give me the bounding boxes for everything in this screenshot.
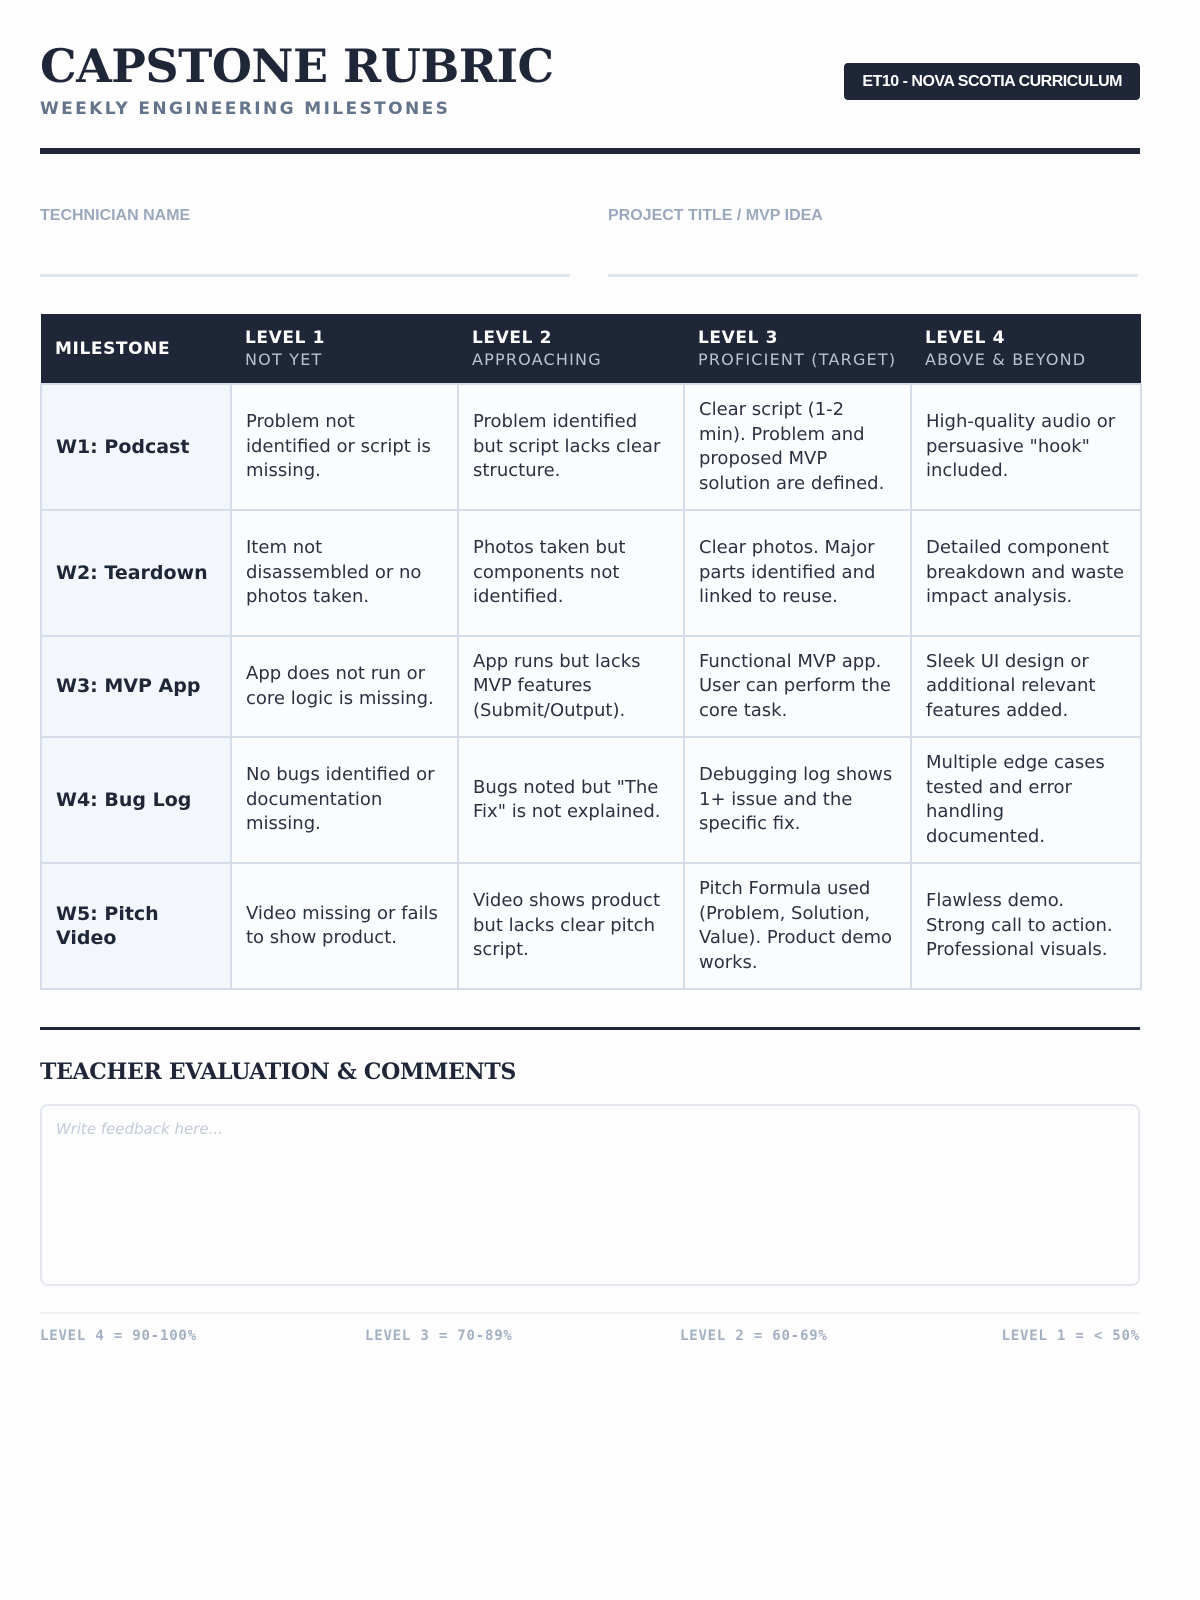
- project-title-label: PROJECT TITLE / MVP IDEA: [608, 207, 823, 224]
- criteria-cell: Video missing or fails to show product.: [231, 863, 458, 989]
- milestone-cell: W5: Pitch Video: [41, 863, 231, 989]
- criteria-cell: App does not run or core logic is missing.: [231, 636, 458, 737]
- milestone-cell: W1: Podcast: [41, 384, 231, 510]
- technician-name-label: TECHNICIAN NAME: [40, 207, 191, 224]
- criteria-cell: Photos taken but components not identified.: [458, 510, 684, 636]
- evaluation-title: TEACHER EVALUATION & COMMENTS: [40, 1059, 516, 1085]
- criteria-cell: High-quality audio or persuasive "hook" included.: [911, 384, 1141, 510]
- criteria-cell: Flawless demo. Strong call to action. Professional visuals.: [911, 863, 1141, 989]
- criteria-cell: Problem not identified or script is missing.: [231, 384, 458, 510]
- scale-level-2: LEVEL 2 = 60-69%: [680, 1328, 828, 1344]
- level-label: LEVEL 3: [698, 328, 778, 348]
- header: [40, 0, 1140, 154]
- criteria-cell: Item not disassembled or no photos taken.: [231, 510, 458, 636]
- criteria-cell: Multiple edge cases tested and error handling documented.: [911, 737, 1141, 863]
- rubric-header-row: [41, 314, 1141, 384]
- criteria-cell: Sleek UI design or additional relevant features added.: [911, 636, 1141, 737]
- criteria-cell: Problem identified but script lacks clear structure.: [458, 384, 684, 510]
- page-subtitle: WEEKLY ENGINEERING MILESTONES: [40, 99, 451, 119]
- table-row: [41, 510, 1141, 636]
- criteria-cell: Debugging log shows 1+ issue and the specific fix.: [684, 737, 911, 863]
- table-row: [41, 863, 1141, 989]
- student-info-fields: [40, 205, 1140, 277]
- milestone-cell: W2: Teardown: [41, 510, 231, 636]
- evaluation-divider: [40, 1027, 1140, 1030]
- scale-level-4: LEVEL 4 = 90-100%: [40, 1328, 197, 1344]
- milestone-cell: W3: MVP App: [41, 636, 231, 737]
- criteria-cell: Video shows product but lacks clear pitch script.: [458, 863, 684, 989]
- milestone-column-header: [41, 314, 231, 384]
- criteria-cell: Clear script (1-2 min). Problem and proposed MVP solution are defined.: [684, 384, 911, 510]
- criteria-cell: Pitch Formula used (Problem, Solution, Value). Product demo works.: [684, 863, 911, 989]
- rubric-page: [40, 0, 1140, 1344]
- level-description: ABOVE & BEYOND: [925, 350, 1087, 369]
- page-title: CAPSTONE RUBRIC: [40, 39, 554, 93]
- level-description: APPROACHING: [472, 350, 602, 369]
- criteria-cell: Bugs noted but "The Fix" is not explained.: [458, 737, 684, 863]
- table-row: [41, 737, 1141, 863]
- project-title-field[interactable]: [608, 205, 1138, 277]
- criteria-cell: Detailed component breakdown and waste impact analysis.: [911, 510, 1141, 636]
- criteria-cell: App runs but lacks MVP features (Submit/Output).: [458, 636, 684, 737]
- feedback-textarea[interactable]: [40, 1104, 1140, 1286]
- scale-level-3: LEVEL 3 = 70-89%: [365, 1328, 513, 1344]
- technician-name-line: [40, 274, 570, 277]
- level-4-column-header: [911, 314, 1141, 384]
- level-2-column-header: [458, 314, 684, 384]
- curriculum-badge: ET10 - NOVA SCOTIA CURRICULUM: [844, 63, 1140, 100]
- feedback-placeholder: Write feedback here...: [56, 1120, 223, 1138]
- criteria-cell: Clear photos. Major parts identified and linked to reuse.: [684, 510, 911, 636]
- header-divider: [40, 148, 1140, 154]
- technician-name-field[interactable]: [40, 205, 570, 277]
- level-1-column-header: [231, 314, 458, 384]
- level-label: LEVEL 2: [472, 328, 552, 348]
- level-3-column-header: [684, 314, 911, 384]
- table-row: [41, 384, 1141, 510]
- table-row: [41, 636, 1141, 737]
- grading-scale: [40, 1328, 1140, 1348]
- scale-level-1: LEVEL 1 = < 50%: [1001, 1328, 1140, 1344]
- rubric-table: [40, 314, 1142, 990]
- level-label: LEVEL 4: [925, 328, 1005, 348]
- project-title-line: [608, 274, 1138, 277]
- level-description: PROFICIENT (TARGET): [698, 350, 897, 369]
- criteria-cell: No bugs identified or documentation missing.: [231, 737, 458, 863]
- level-label: LEVEL 1: [245, 328, 325, 348]
- milestone-cell: W4: Bug Log: [41, 737, 231, 863]
- scale-divider: [40, 1312, 1140, 1314]
- milestone-header-label: MILESTONE: [55, 338, 171, 359]
- criteria-cell: Functional MVP app. User can perform the core task.: [684, 636, 911, 737]
- level-description: NOT YET: [245, 350, 323, 369]
